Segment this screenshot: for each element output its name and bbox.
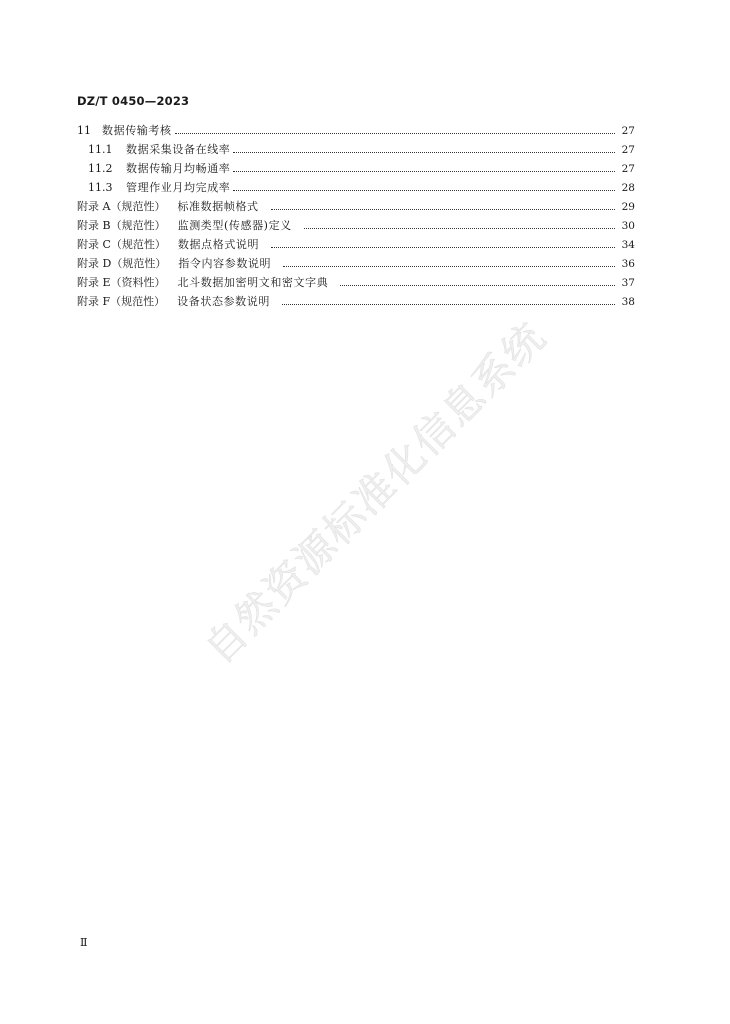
toc-leader-dots — [283, 265, 615, 267]
toc-entry-title: 监测类型(传感器)定义 — [177, 219, 292, 232]
toc-entry[interactable] — [77, 140, 635, 159]
toc-leader-dots — [233, 170, 615, 172]
toc-leader-dots — [175, 132, 615, 134]
table-of-contents — [77, 121, 635, 311]
toc-entry-number: 11 — [77, 124, 91, 137]
toc-entry-number: 11.2 — [88, 162, 113, 175]
toc-entry-title: 设备状态参数说明 — [177, 295, 270, 308]
toc-entry-title: 数据传输月均畅通率 — [126, 162, 231, 175]
toc-leader-dots — [233, 151, 615, 153]
toc-entry-title: 数据传输考核 — [102, 124, 172, 137]
toc-entry-number: 附录 B（规范性） — [77, 219, 166, 232]
toc-leader-dots — [282, 303, 615, 305]
toc-entry-appendix[interactable] — [77, 197, 635, 216]
toc-entry-number: 附录 D（规范性） — [77, 257, 167, 270]
toc-entry-page: 27 — [621, 125, 635, 137]
toc-entry-number: 11.3 — [88, 181, 113, 194]
toc-entry-appendix[interactable] — [77, 273, 635, 292]
toc-entry[interactable] — [77, 159, 635, 178]
page-number: Ⅱ — [80, 936, 88, 949]
watermark: 自然资源标准化信息系统 — [196, 313, 556, 673]
toc-entry-appendix[interactable] — [77, 254, 635, 273]
toc-leader-dots — [304, 227, 615, 229]
toc-leader-dots — [271, 208, 615, 210]
toc-entry-number: 附录 C（规范性） — [77, 238, 166, 251]
toc-leader-dots — [233, 189, 615, 191]
toc-entry-page: 38 — [621, 296, 635, 308]
toc-leader-dots — [271, 246, 615, 248]
toc-entry-page: 29 — [621, 201, 635, 213]
toc-entry-number: 附录 F（规范性） — [77, 295, 166, 308]
toc-entry-page: 30 — [621, 220, 635, 232]
toc-entry[interactable] — [77, 121, 635, 140]
toc-entry-page: 27 — [621, 144, 635, 156]
toc-entry-appendix[interactable] — [77, 235, 635, 254]
toc-entry-title: 数据采集设备在线率 — [126, 143, 231, 156]
toc-leader-dots — [340, 284, 615, 286]
toc-entry-appendix[interactable] — [77, 292, 635, 311]
toc-entry-page: 34 — [621, 239, 635, 251]
toc-entry-number: 11.1 — [88, 143, 113, 156]
toc-entry-number: 附录 A（规范性） — [77, 200, 166, 213]
toc-entry-page: 27 — [621, 163, 635, 175]
toc-entry-title: 管理作业月均完成率 — [126, 181, 231, 194]
toc-entry-page: 37 — [621, 277, 635, 289]
toc-entry-title: 标准数据帧格式 — [177, 200, 259, 213]
toc-entry-title: 指令内容参数说明 — [178, 257, 272, 270]
toc-entry[interactable] — [77, 178, 635, 197]
toc-entry-page: 36 — [621, 258, 635, 270]
toc-entry-title: 北斗数据加密明文和密文字典 — [177, 276, 329, 289]
toc-entry-number: 附录 E（资料性） — [77, 276, 166, 289]
standard-code: DZ/T 0450—2023 — [77, 94, 190, 108]
toc-entry-appendix[interactable] — [77, 216, 635, 235]
toc-entry-title: 数据点格式说明 — [177, 238, 260, 251]
toc-entry-page: 28 — [621, 182, 635, 194]
